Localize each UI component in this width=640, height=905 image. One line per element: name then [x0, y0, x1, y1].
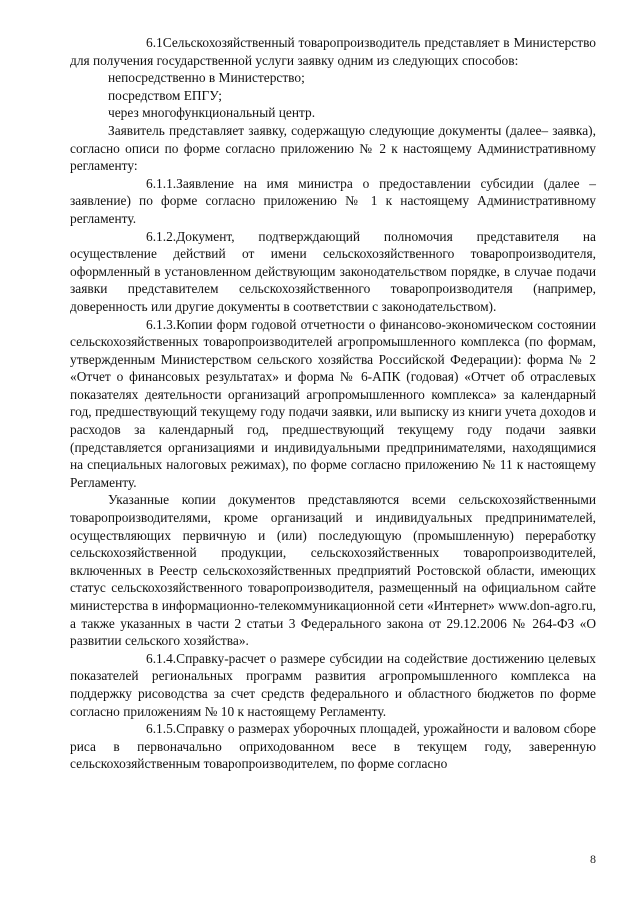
- paragraph-text: Справку о размерах уборочных площадей, урожайности и валовом сборе риса в первоначально оприходованном весе в текущем году, заверенную сельскохозяйственным товаропроизводителем, по форме согласно: [70, 721, 596, 772]
- paragraph-text: Копии форм годовой отчетности о финансово-экономическом состоянии сельскохозяйственных товаропроизводителей агропромышленного комплекса (по формам, утвержденным Министерством сельского хозяйства Российской Федерации): форма № 2 «Отчет о финансовых результатах» и форма № 6-АПК (годовая) «Отчет об отраслевых показателях деятельности организаций агропромышленного комплекса» за календарный год, предшествующий текущему году подачи заявки, или выписку из книги учета доходов и расходов за календарный год, предшествующий текущему году подачи заявки (представляется организациями и индивидуальными предпринимателями, находящимися на специальных налоговых режимах), по форме согласно приложению № 11 к настоящему Регламенту.: [70, 316, 596, 490]
- clause-number: 6.1.1.: [146, 175, 177, 191]
- paragraph-6-1: [70, 34, 596, 69]
- document-body: [70, 34, 596, 773]
- paragraph-text: Справку-расчет о размере субсидии на содействие достижению целевых показателей региональных программ развития агропромышленного комплекса на поддержку рисоводства за счет средств федерального и областного бюджетов по форме согласно приложениям № 10 к настоящему Регламенту.: [70, 650, 596, 719]
- clause-number: 6.1.4.: [146, 650, 177, 666]
- paragraph-6-1-5: [70, 720, 596, 773]
- paragraph-6-1-2: [70, 228, 596, 316]
- paragraph-applicant: Заявитель представляет заявку, содержащую следующие документы (далее– заявка), согласно описи по форме согласно приложению № 2 к настоящему Административному регламенту:: [70, 122, 596, 174]
- clause-number: 6.1.5.: [146, 721, 177, 737]
- list-item: непосредственно в Министерство;: [108, 70, 305, 86]
- page-number: 8: [590, 852, 596, 866]
- paragraph-text: Заявление на имя министра о предоставлении субсидии (далее – заявление) по форме согласно приложению № 1 к настоящему Административному регламенту.: [70, 175, 596, 226]
- paragraph-6-1-3: [70, 316, 596, 492]
- paragraph-6-1-4: [70, 650, 596, 720]
- clause-number: 6.1: [146, 35, 163, 50]
- paragraph-text: Документ, подтверждающий полномочия представителя на осуществление действий от имени сельскохозяйственного товаропроизводителя, оформленный в установленном действующим законодательством порядке, в случае подачи заявки представителем сельскохозяйственного товаропроизводителя (например, доверенность или другие документы в соответствии с законодательством).: [70, 228, 596, 314]
- clause-number: 6.1.2.: [146, 228, 177, 244]
- list-item: через многофункциональный центр.: [108, 105, 316, 121]
- paragraph-text: Сельскохозяйственный товаропроизводитель представляет в Министерство для получения государственной услуги заявку одним из следующих способов:: [70, 35, 596, 68]
- paragraph-copies: Указанные копии документов представляются всеми сельскохозяйственными товаропроизводителями, кроме организаций и индивидуальных предпринимателей, осуществляющих первичную и (или) последующую (промышленную) переработку сельскохозяйственной продукции, сельскохозяйственных товаропроизводителей, включенных в Реестр сельскохозяйственных предприятий Ростовской области, имеющих статус сельскохозяйственного товаропроизводителя, размещенный на официальном сайте министерства в информационно-телекоммуникационной сети «Интернет» www.don-agro.ru, а также указанных в части 2 статьи 3 Федерального закона от 29.12.2006 № 264-ФЗ «О развитии сельского хозяйства».: [70, 492, 596, 649]
- clause-number: 6.1.3.: [146, 316, 177, 332]
- list-item: посредством ЕПГУ;: [108, 87, 222, 103]
- paragraph-6-1-1: [70, 175, 596, 228]
